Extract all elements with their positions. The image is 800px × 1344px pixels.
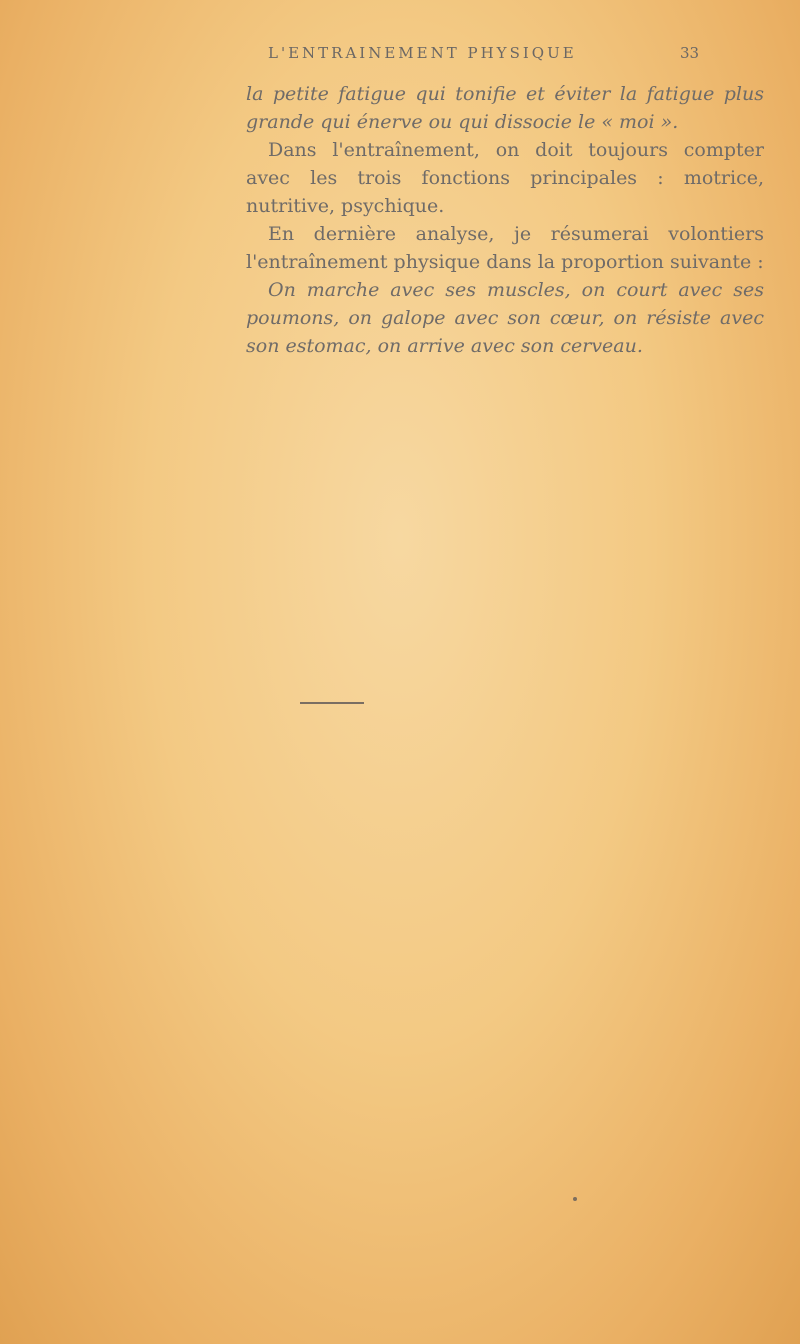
running-title: L'ENTRAINEMENT PHYSIQUE (268, 44, 577, 62)
paragraph-proportion: On marche avec ses muscles, on court avec ses poumons, on galope avec son cœur, on résiste avec son estomac, on arrive avec son cerveau. (246, 279, 764, 357)
paragraph-fonctions: Dans l'entraînement, on doit toujours compter avec les trois fonctions principales : motrice, nutritive, psychique. (246, 139, 764, 217)
paragraph-fatigue: la petite fatigue qui tonifie et éviter la fatigue plus grande qui énerve ou qui dissocie le « moi ». (246, 83, 764, 133)
section-rule (300, 702, 364, 704)
page-number: 33 (680, 44, 700, 62)
paragraph-analyse: En dernière analyse, je résumerai volontiers l'entraînement physique dans la proportion suivante : (246, 223, 764, 273)
body-text (246, 80, 764, 360)
paper-speck (573, 1197, 577, 1201)
page-header (0, 44, 800, 68)
